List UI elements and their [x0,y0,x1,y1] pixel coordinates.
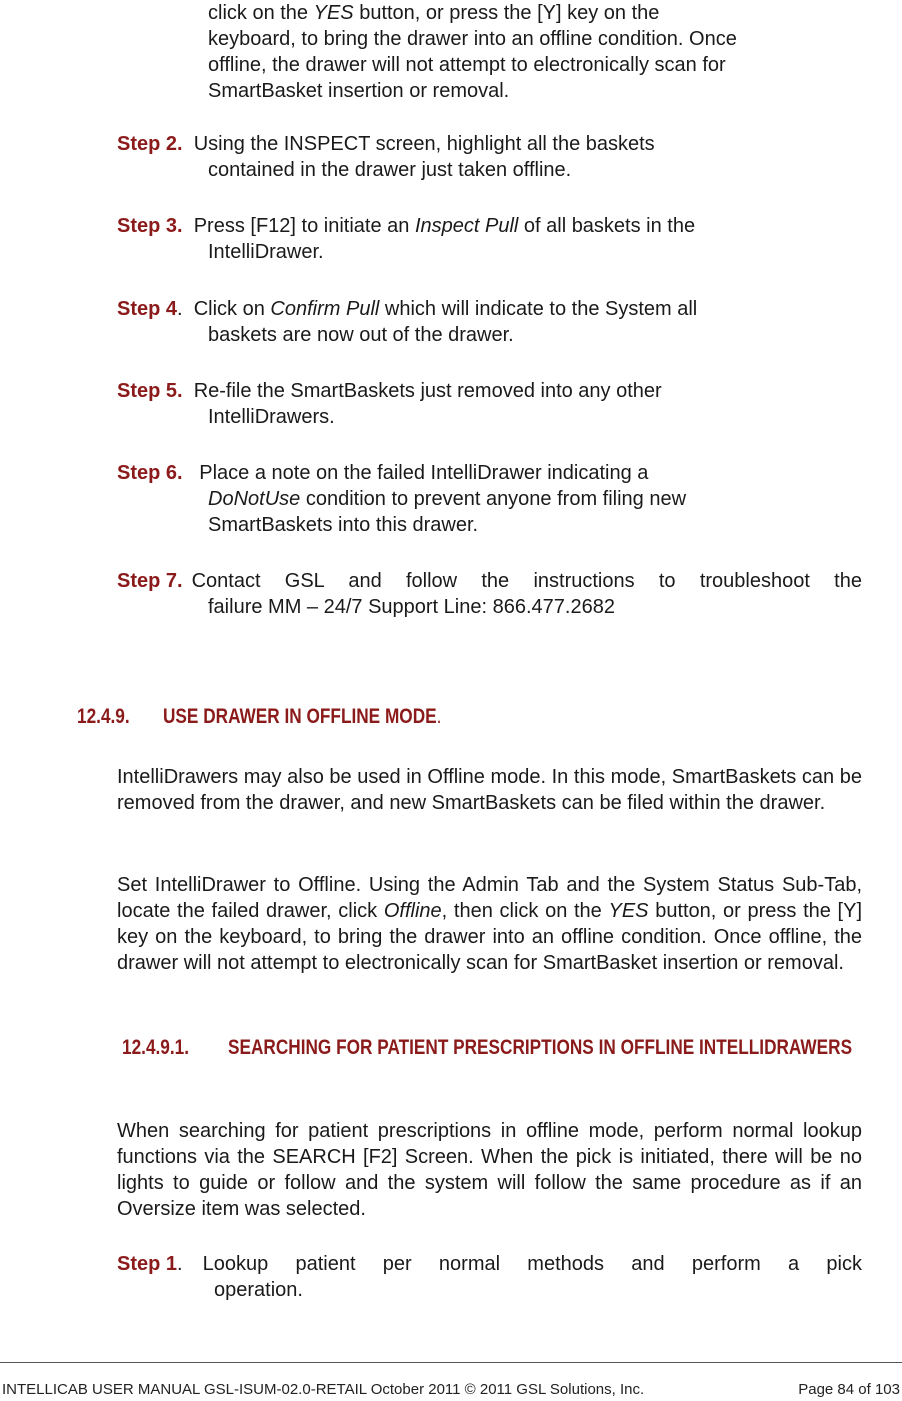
footer-left: INTELLICAB USER MANUAL GSL-ISUM-02.0-RETAIL October 2011 © 2011 GSL Solutions, Inc. [2,1381,645,1398]
page-number: Page 84 of 103 [798,1381,900,1398]
step-label: Step 5. [117,380,183,402]
subsection-paragraph: When searching for patient prescriptions in offline mode, perform normal lookup functions via the SEARCH [F2] Screen. When the pick is initiated, there will be no lights to guide or follow and the system will follow the same procedure as if an Oversize item was selected. [117,1120,862,1220]
step-4: Step 4. Click on Confirm Pull which will indicate to the System all baskets are now out of the drawer. [117,298,698,346]
section-paragraph-1: IntelliDrawers may also be used in Offline mode. In this mode, SmartBaskets can be removed from the drawer, and new SmartBaskets can be filed within the drawer. [117,766,862,814]
continuation-line: SmartBasket insertion or removal. [208,80,510,102]
step-6: Step 6. Place a note on the failed IntelliDrawer indicating a DoNotUse condition to prevent anyone from filing new SmartBaskets into this drawer. [117,462,687,536]
step-label: Step 3. [117,215,183,237]
step-7: Step 7. Contact GSL and follow the instructions to troubleshoot the failure MM – 24/7 Support Line: 866.477.2682 [117,570,862,618]
subsection-title: SEARCHING FOR PATIENT PRESCRIPTIONS IN OFFLINE INTELLIDRAWERS [228,1036,853,1059]
continuation-line: click on the YES button, or press the [Y] key on the [208,2,660,24]
footer-divider [0,1362,902,1363]
continuation-line: offline, the drawer will not attempt to electronically scan for [208,54,726,76]
section-paragraph-2: Set IntelliDrawer to Offline. Using the Admin Tab and the System Status Sub-Tab, locate the failed drawer, click Offline, then click on the YES button, or press the [Y] key on the keyboard, to bring the drawer into an offline condition. Once offline, the drawer will not attempt to electronically scan for SmartBasket insertion or removal. [117,874,863,974]
step-5: Step 5. Re-file the SmartBaskets just removed into any other IntelliDrawers. [117,380,662,428]
step-label: Step 4 [117,298,178,320]
step-label: Step 7. [117,570,183,592]
section-title: USE DRAWER IN OFFLINE MODE. [163,705,442,728]
step-label: Step 1 [117,1253,178,1275]
section-number: 12.4.9. [77,705,130,728]
step-3: Step 3. Press [F12] to initiate an Inspect Pull of all baskets in the IntelliDrawer. [117,215,696,263]
step-2: Step 2. Using the INSPECT screen, highlight all the baskets contained in the drawer just taken offline. [117,133,655,181]
continuation-line: keyboard, to bring the drawer into an offline condition. Once [208,28,737,50]
step-label: Step 6. [117,462,183,484]
continuation-paragraph [208,0,888,104]
subsection-number: 12.4.9.1. [122,1036,190,1059]
step-label: Step 2. [117,133,183,155]
subsection-step-1: Step 1 . Lookup patient per normal methods and perform a pick operation. [117,1253,862,1301]
